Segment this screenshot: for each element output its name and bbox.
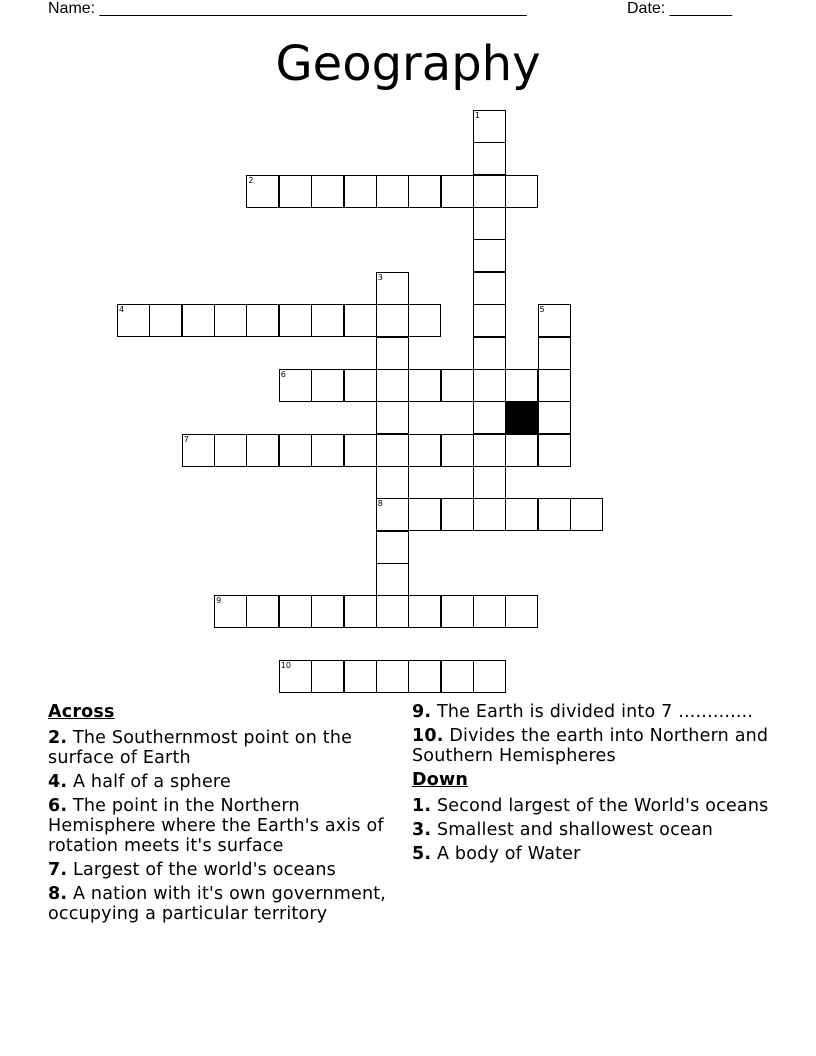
grid-cell[interactable] xyxy=(117,304,150,337)
grid-cell[interactable] xyxy=(344,304,377,337)
down-clue-1: 1. Second largest of the World's oceans xyxy=(412,796,769,816)
grid-cell[interactable] xyxy=(344,175,377,208)
clues-right-column xyxy=(412,702,772,868)
grid-cell[interactable] xyxy=(311,175,344,208)
grid-cell[interactable] xyxy=(246,595,279,628)
grid-cell[interactable] xyxy=(473,239,506,272)
grid-cell[interactable] xyxy=(376,498,409,531)
grid-cell[interactable] xyxy=(473,498,506,531)
grid-cell[interactable] xyxy=(279,175,312,208)
grid-cell[interactable] xyxy=(570,498,603,531)
grid-cell[interactable] xyxy=(408,660,441,693)
clue-number-label: 3 xyxy=(377,272,383,282)
grid-cell[interactable] xyxy=(311,434,344,467)
grid-cell[interactable] xyxy=(376,434,409,467)
grid-cell[interactable] xyxy=(538,337,571,370)
grid-cell[interactable] xyxy=(441,498,474,531)
grid-cell[interactable] xyxy=(505,595,538,628)
grid-cell[interactable] xyxy=(311,369,344,402)
clue-number-label: 6 xyxy=(280,369,286,379)
grid-cell[interactable] xyxy=(473,207,506,240)
date-field-label[interactable]: Date: _______ xyxy=(627,0,732,17)
grid-cell[interactable] xyxy=(538,304,571,337)
across-clue-7: 7. Largest of the world's oceans xyxy=(48,860,336,880)
clue-number-label: 5 xyxy=(539,305,545,315)
grid-cell[interactable] xyxy=(538,369,571,402)
down-clue-3: 3. Smallest and shallowest ocean xyxy=(412,820,714,840)
grid-cell[interactable] xyxy=(408,369,441,402)
grid-cell[interactable] xyxy=(214,304,247,337)
grid-cell[interactable] xyxy=(473,272,506,305)
grid-cell[interactable] xyxy=(376,175,409,208)
grid-cell[interactable] xyxy=(408,434,441,467)
grid-cell[interactable] xyxy=(473,110,506,143)
grid-cell[interactable] xyxy=(441,369,474,402)
grid-cell[interactable] xyxy=(473,401,506,434)
grid-cell[interactable] xyxy=(538,401,571,434)
across-clue-4: 4. A half of a sphere xyxy=(48,772,231,792)
grid-cell[interactable] xyxy=(279,434,312,467)
grid-cell[interactable] xyxy=(311,595,344,628)
grid-cell[interactable] xyxy=(149,304,182,337)
grid-cell[interactable] xyxy=(473,337,506,370)
grid-cell[interactable] xyxy=(441,660,474,693)
grid-cell[interactable] xyxy=(408,595,441,628)
grid-cell[interactable] xyxy=(505,434,538,467)
clue-number-label: 7 xyxy=(183,434,189,444)
grid-cell[interactable] xyxy=(376,401,409,434)
grid-cell[interactable] xyxy=(505,498,538,531)
grid-cell[interactable] xyxy=(473,304,506,337)
grid-cell[interactable] xyxy=(279,660,312,693)
grid-cell[interactable] xyxy=(344,369,377,402)
across-clue-10: 10. Divides the earth into Northern and Southern Hemispheres xyxy=(412,726,769,766)
grid-cell[interactable] xyxy=(441,595,474,628)
grid-cell[interactable] xyxy=(376,595,409,628)
grid-block xyxy=(505,401,538,434)
grid-cell[interactable] xyxy=(473,369,506,402)
grid-cell[interactable] xyxy=(473,142,506,175)
grid-cell[interactable] xyxy=(344,660,377,693)
grid-cell[interactable] xyxy=(376,304,409,337)
puzzle-title: Geography xyxy=(275,36,541,92)
clue-number-label: 4 xyxy=(119,305,125,315)
grid-cell[interactable] xyxy=(246,175,279,208)
across-clue-9: 9. The Earth is divided into 7 ............. xyxy=(412,702,754,722)
clue-number-label: 9 xyxy=(216,596,222,606)
grid-cell[interactable] xyxy=(408,304,441,337)
grid-cell[interactable] xyxy=(408,498,441,531)
grid-cell[interactable] xyxy=(473,175,506,208)
grid-cell[interactable] xyxy=(505,175,538,208)
grid-cell[interactable] xyxy=(311,304,344,337)
clue-number-label: 1 xyxy=(474,111,480,120)
grid-cell[interactable] xyxy=(246,304,279,337)
grid-cell[interactable] xyxy=(344,595,377,628)
grid-cell[interactable] xyxy=(246,434,279,467)
grid-cell[interactable] xyxy=(376,337,409,370)
clue-number-label: 10 xyxy=(280,661,291,670)
grid-cell[interactable] xyxy=(408,175,441,208)
name-field-label[interactable]: Name: ________________________________________________ xyxy=(48,0,527,17)
clue-number-label: 2 xyxy=(248,175,254,185)
grid-cell[interactable] xyxy=(376,660,409,693)
grid-cell[interactable] xyxy=(376,466,409,499)
grid-cell[interactable] xyxy=(538,434,571,467)
grid-cell[interactable] xyxy=(279,595,312,628)
down-clue-5: 5. A body of Water xyxy=(412,844,581,864)
grid-cell[interactable] xyxy=(505,369,538,402)
grid-cell[interactable] xyxy=(376,369,409,402)
across-clue-2: 2. The Southernmost point on the surface of Earth xyxy=(48,728,353,768)
grid-cell[interactable] xyxy=(473,466,506,499)
grid-cell[interactable] xyxy=(279,369,312,402)
across-clue-6: 6. The point in the Northern Hemisphere where the Earth's axis of rotation meets it's surface xyxy=(48,796,384,856)
grid-cell[interactable] xyxy=(538,498,571,531)
grid-cell[interactable] xyxy=(279,304,312,337)
across-clue-8: 8. A nation with it's own government, occupying a particular territory xyxy=(48,884,387,924)
across-heading: Across xyxy=(48,702,115,722)
grid-cell[interactable] xyxy=(441,175,474,208)
grid-cell[interactable] xyxy=(376,272,409,305)
grid-cell[interactable] xyxy=(214,434,247,467)
clues-left-column xyxy=(48,702,403,928)
grid-cell[interactable] xyxy=(473,660,506,693)
grid-cell[interactable] xyxy=(473,434,506,467)
grid-cell[interactable] xyxy=(376,563,409,596)
grid-cell[interactable] xyxy=(182,434,215,467)
grid-cell[interactable] xyxy=(311,660,344,693)
grid-cell[interactable] xyxy=(376,531,409,564)
grid-cell[interactable] xyxy=(344,434,377,467)
clue-number-label: 8 xyxy=(377,499,383,509)
down-heading: Down xyxy=(412,770,468,790)
grid-cell[interactable] xyxy=(441,434,474,467)
grid-cell[interactable] xyxy=(182,304,215,337)
grid-cell[interactable] xyxy=(473,595,506,628)
grid-cell[interactable] xyxy=(214,595,247,628)
